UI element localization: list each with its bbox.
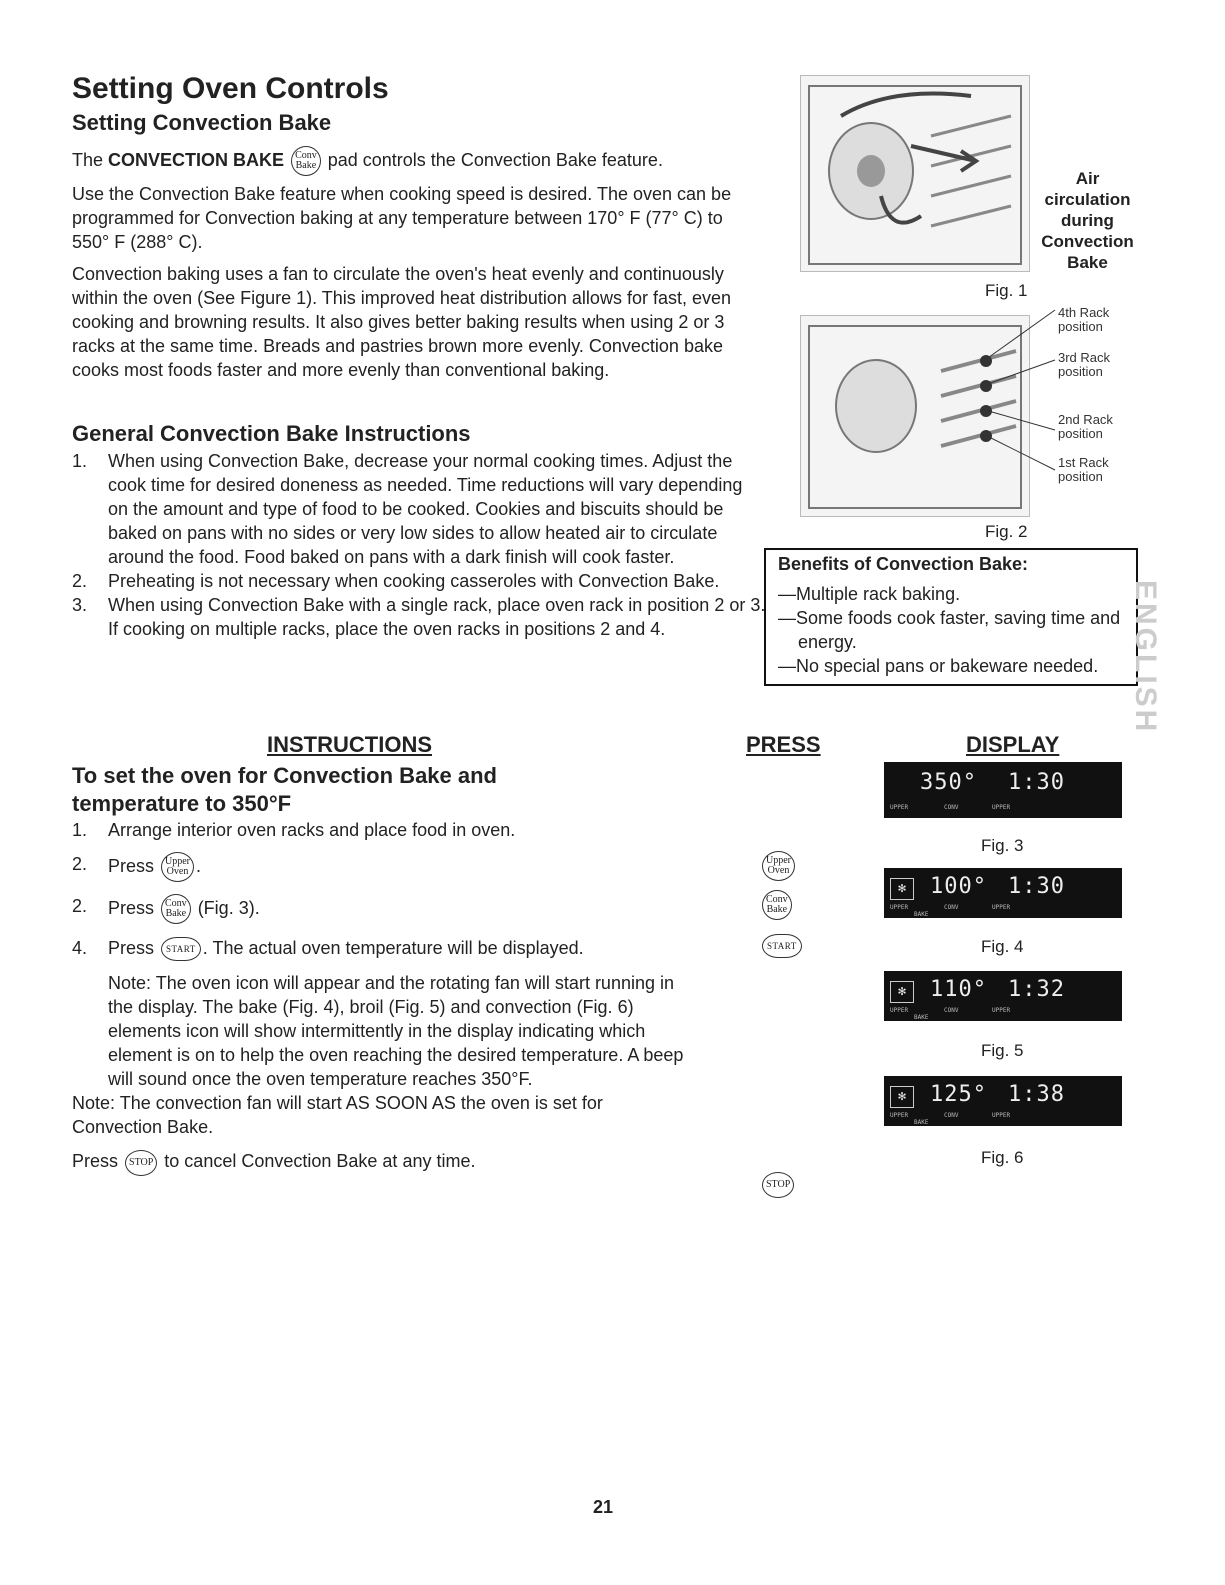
conv-bottom: Bake — [766, 904, 788, 915]
benefit-item: —No special pans or bakeware needed. — [778, 656, 1099, 676]
benefits-box — [764, 548, 1138, 686]
item-text: Preheating is not necessary when cooking casseroles with Convection Bake. — [108, 571, 720, 591]
procedure-heading: To set the oven for Convection Bake and temperature to 350°F — [72, 763, 497, 816]
intro-p1 — [72, 146, 762, 176]
fig2-caption: Fig. 2 — [985, 522, 1028, 541]
benefit-item: —Some foods cook faster, saving time and energy. — [778, 608, 1121, 652]
display-upper-label: UPPER — [992, 1007, 1011, 1014]
general-heading: General Convection Bake Instructions — [72, 421, 471, 446]
upper-bottom: Oven — [166, 866, 189, 877]
step-num: 2. — [72, 854, 88, 874]
display-heading: DISPLAY — [966, 732, 1060, 757]
display-upper-label: UPPER — [890, 1007, 909, 1014]
page-title: Setting Oven Controls — [72, 72, 389, 105]
fan-icon: ✻ — [890, 1086, 914, 1108]
display-upper-label: UPPER — [890, 904, 909, 911]
display-conv-label: CONV — [944, 904, 959, 911]
display-temp: 350° — [920, 770, 977, 795]
step-1 — [72, 818, 692, 842]
display-bake-label: BAKE — [914, 1014, 929, 1021]
step-text: Arrange interior oven racks and place food in oven. — [108, 820, 516, 840]
item-num: 1. — [72, 451, 88, 471]
upper-top: Upper — [165, 856, 191, 867]
display-upper-label: UPPER — [992, 904, 1011, 911]
general-item — [72, 593, 766, 641]
display-time: 1:30 — [1008, 874, 1065, 899]
conv-top: Conv — [766, 894, 788, 905]
display-upper-label: UPPER — [890, 1112, 909, 1119]
item-text: When using Convection Bake, decrease your normal cooking times. Adjust the cook time for desired doneness as needed. Time reductions will vary depending on the amount and type of food to be cooked. Cookies and biscuits should be baked on pans with no sides or very low sides to allow heated air to circulate around the food. Food baked on pans with a dark finish will cook faster. — [108, 451, 743, 567]
display-panel-fig3 — [884, 762, 1122, 818]
press-start-icon: START — [762, 934, 802, 958]
step-num: 1. — [72, 820, 88, 840]
display-time: 1:30 — [1008, 770, 1065, 795]
section-subtitle: Setting Convection Bake — [72, 110, 332, 135]
general-item — [72, 569, 766, 593]
fig1-oven-illustration — [800, 75, 1030, 272]
general-item — [72, 449, 766, 569]
fig1-caption: Fig. 1 — [985, 281, 1028, 300]
press-heading: PRESS — [746, 732, 821, 757]
display-panel-fig6 — [884, 1076, 1122, 1126]
fan-icon: ✻ — [890, 878, 914, 900]
display-upper-label: UPPER — [992, 1112, 1011, 1119]
display-bake-label: BAKE — [914, 1119, 929, 1126]
upper-bottom: Oven — [767, 865, 790, 876]
intro-p3: Convection baking uses a fan to circulate the oven's heat evenly and continuously within the oven (See Figure 1). This improved heat distribution allows for fast, even cooking and browning results. It also gives better baking results when using 2 or 3 racks at the same time. Breads and pastries brown more evenly. Convection bake cooks most foods faster and more evenly than conventional baking. — [72, 264, 731, 380]
general-list — [72, 449, 766, 641]
intro-p2: Use the Convection Bake feature when cooking speed is desired. The oven can be programmed for Convection baking at any temperature between 170° F (77° C) to 550° F (288° C). — [72, 184, 732, 252]
conv-bake-pad-icon — [161, 894, 191, 924]
step-pre: Press — [108, 938, 160, 958]
rack-name: 4th Rack — [1058, 305, 1110, 320]
rack-name: 3rd Rack — [1058, 350, 1111, 365]
step-post: (Fig. 3). — [192, 897, 260, 918]
intro-p1-post: pad controls the Convection Bake feature. — [322, 149, 663, 170]
conv-bottom: Bake — [165, 908, 187, 919]
intro-p1-bold: CONVECTION BAKE — [108, 149, 285, 170]
benefit-item: —Multiple rack baking. — [778, 584, 961, 604]
upper-oven-pad-icon — [161, 852, 194, 882]
note-2: Note: The convection fan will start AS SOON AS the oven is set for Convection Bake. — [72, 1093, 603, 1138]
benefits-heading: Benefits of Convection Bake: — [778, 554, 1029, 574]
press-upper-oven-icon — [762, 851, 795, 881]
upper-top: Upper — [766, 855, 791, 866]
note-1: Note: The oven icon will appear and the rotating fan will start running in the display. The bake (Fig. 4), broil (Fig. 5) and convection (Fig. 6) elements icon will show intermittently in the display indicating which element is on to help the oven reaching the desired temperature. A beep will sound once the oven temperature reaches 350°F. — [108, 973, 684, 1090]
rack-label-3 — [1058, 351, 1110, 379]
item-num: 3. — [72, 595, 88, 615]
instructions-heading: INSTRUCTIONS — [267, 732, 432, 757]
item-num: 2. — [72, 571, 88, 591]
fig5-caption: Fig. 5 — [981, 1041, 1024, 1060]
item-text: When using Convection Bake with a single rack, place oven rack in position 2 or 3. If cooking on multiple racks, place the oven racks in positions 2 and 4. — [108, 595, 766, 639]
display-panel-fig4 — [884, 868, 1122, 918]
intro-block — [72, 146, 762, 382]
rack-sub: position — [1058, 426, 1103, 441]
step-post: . — [196, 855, 202, 876]
rack-label-2 — [1058, 413, 1113, 441]
cancel-pre: Press — [72, 1151, 124, 1172]
procedure-steps — [72, 818, 692, 1176]
press-conv-bake-icon — [762, 890, 792, 920]
rack-name: 1st Rack — [1058, 455, 1109, 470]
display-time: 1:38 — [1008, 1082, 1065, 1107]
display-upper-label: UPPER — [992, 804, 1011, 811]
start-pad-icon: START — [161, 937, 201, 961]
display-temp: 110° — [930, 977, 987, 1002]
step-num: 2. — [72, 896, 88, 916]
press-stop-icon: STOP — [762, 1172, 794, 1198]
stop-pad-icon: STOP — [125, 1150, 157, 1176]
conv-bake-pad-icon — [291, 146, 321, 176]
rack-label-1 — [1058, 456, 1109, 484]
fig6-caption: Fig. 6 — [981, 1148, 1024, 1167]
rack-label-4 — [1058, 306, 1109, 334]
cancel-instruction — [72, 1149, 692, 1175]
rack-name: 2nd Rack — [1058, 412, 1113, 427]
step-num: 4. — [72, 938, 88, 958]
display-bake-label: BAKE — [914, 911, 929, 918]
fig3-caption: Fig. 3 — [981, 836, 1024, 855]
step-4 — [72, 936, 692, 961]
display-conv-label: CONV — [944, 804, 959, 811]
display-temp: 125° — [930, 1082, 987, 1107]
rack-sub: position — [1058, 469, 1103, 484]
fan-icon: ✻ — [890, 981, 914, 1003]
display-conv-label: CONV — [944, 1007, 959, 1014]
rack-sub: position — [1058, 364, 1103, 379]
display-upper-label: UPPER — [890, 804, 909, 811]
conv-top: Conv — [165, 898, 187, 909]
fig4-caption: Fig. 4 — [981, 937, 1024, 956]
rack-leader-lines — [980, 305, 1060, 480]
step-pre: Press — [108, 855, 160, 876]
step-post: . The actual oven temperature will be displayed. — [202, 938, 584, 958]
display-conv-label: CONV — [944, 1112, 959, 1119]
intro-p1-pre: The — [72, 149, 109, 170]
language-tab: ENGLISH — [1129, 580, 1162, 735]
display-temp: 100° — [930, 874, 987, 899]
conv-bottom: Bake — [295, 160, 317, 171]
step-pre: Press — [108, 897, 160, 918]
display-panel-fig5 — [884, 971, 1122, 1021]
cancel-post: to cancel Convection Bake at any time. — [159, 1151, 476, 1172]
step-2 — [72, 852, 692, 882]
air-circulation-icon — [801, 76, 1029, 271]
conv-top: Conv — [295, 150, 317, 161]
display-time: 1:32 — [1008, 977, 1065, 1002]
fig1-label: Air circulation during Convection Bake — [1041, 169, 1134, 272]
page-number: 21 — [593, 1497, 614, 1517]
step-3 — [72, 894, 692, 924]
rack-sub: position — [1058, 319, 1103, 334]
